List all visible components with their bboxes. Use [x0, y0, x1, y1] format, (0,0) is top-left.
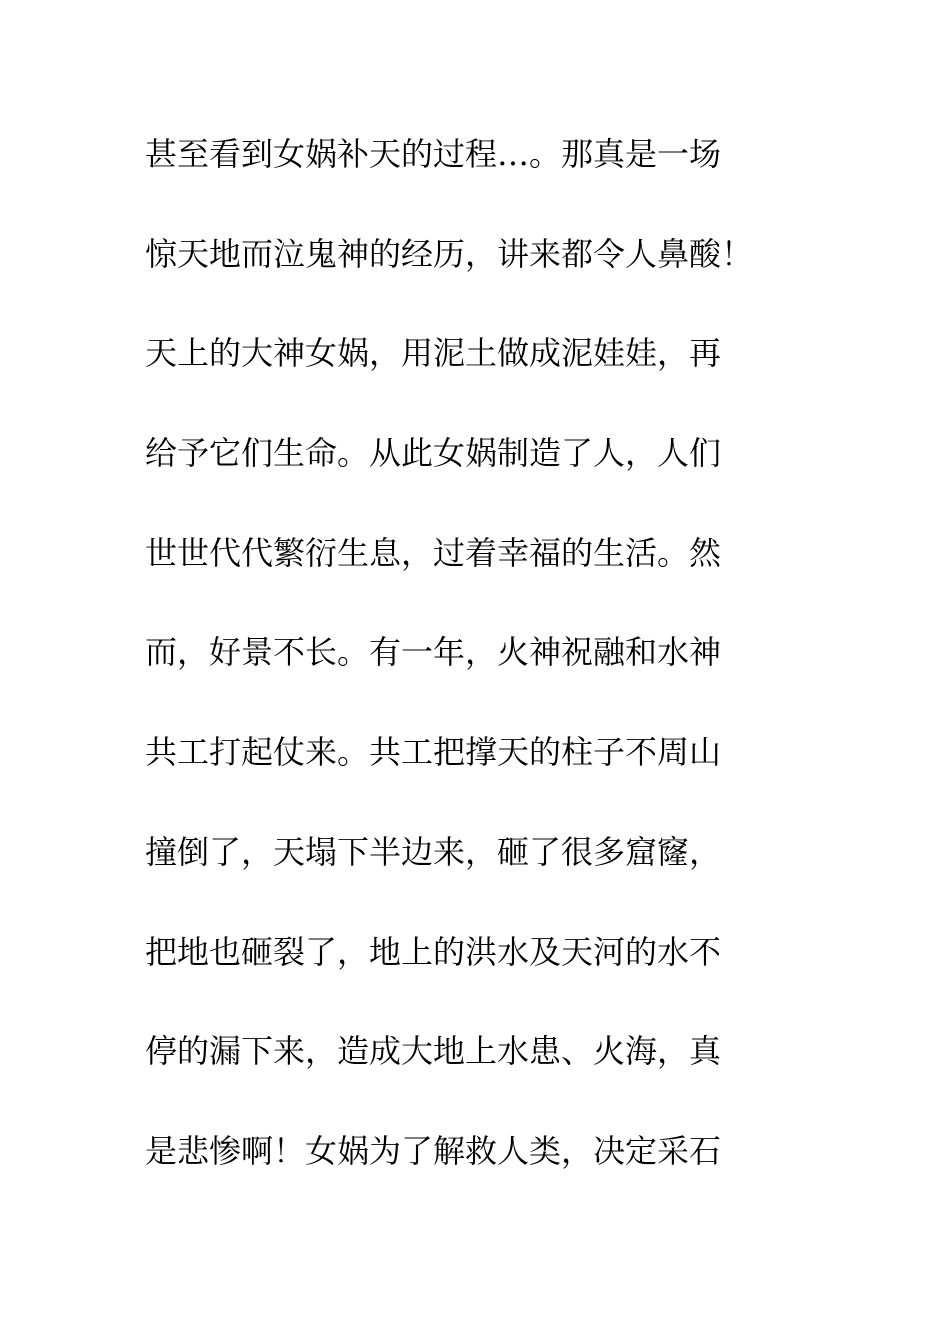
- text-line: 把地也砸裂了，地上的洪水及天河的水不: [145, 932, 722, 971]
- text-line: 甚至看到女娲补天的过程…。那真是一场: [145, 135, 722, 173]
- text-line: 世世代代繁衍生息，过着幸福的生活。然: [145, 533, 722, 572]
- body-text: [145, 124, 805, 1221]
- text-line: 撞倒了，天塌下半边来，砸了很多窟窿，: [145, 832, 722, 871]
- text-line: 是悲惨啊！女娲为了解救人类，决定采石: [145, 1131, 722, 1170]
- text-line: 给予它们生命。从此女娲制造了人，人们: [145, 434, 722, 473]
- text-line: 停的漏下来，造成大地上水患、火海，真: [145, 1032, 722, 1071]
- text-line: 惊天地而泣鬼神的经历，讲来都令人鼻酸！: [145, 234, 754, 273]
- text-line: 天上的大神女娲，用泥土做成泥娃娃，再: [145, 334, 722, 373]
- text-line: 共工打起仗来。共工把撑天的柱子不周山: [145, 733, 722, 772]
- text-line: 而，好景不长。有一年，火神祝融和水神: [145, 633, 722, 672]
